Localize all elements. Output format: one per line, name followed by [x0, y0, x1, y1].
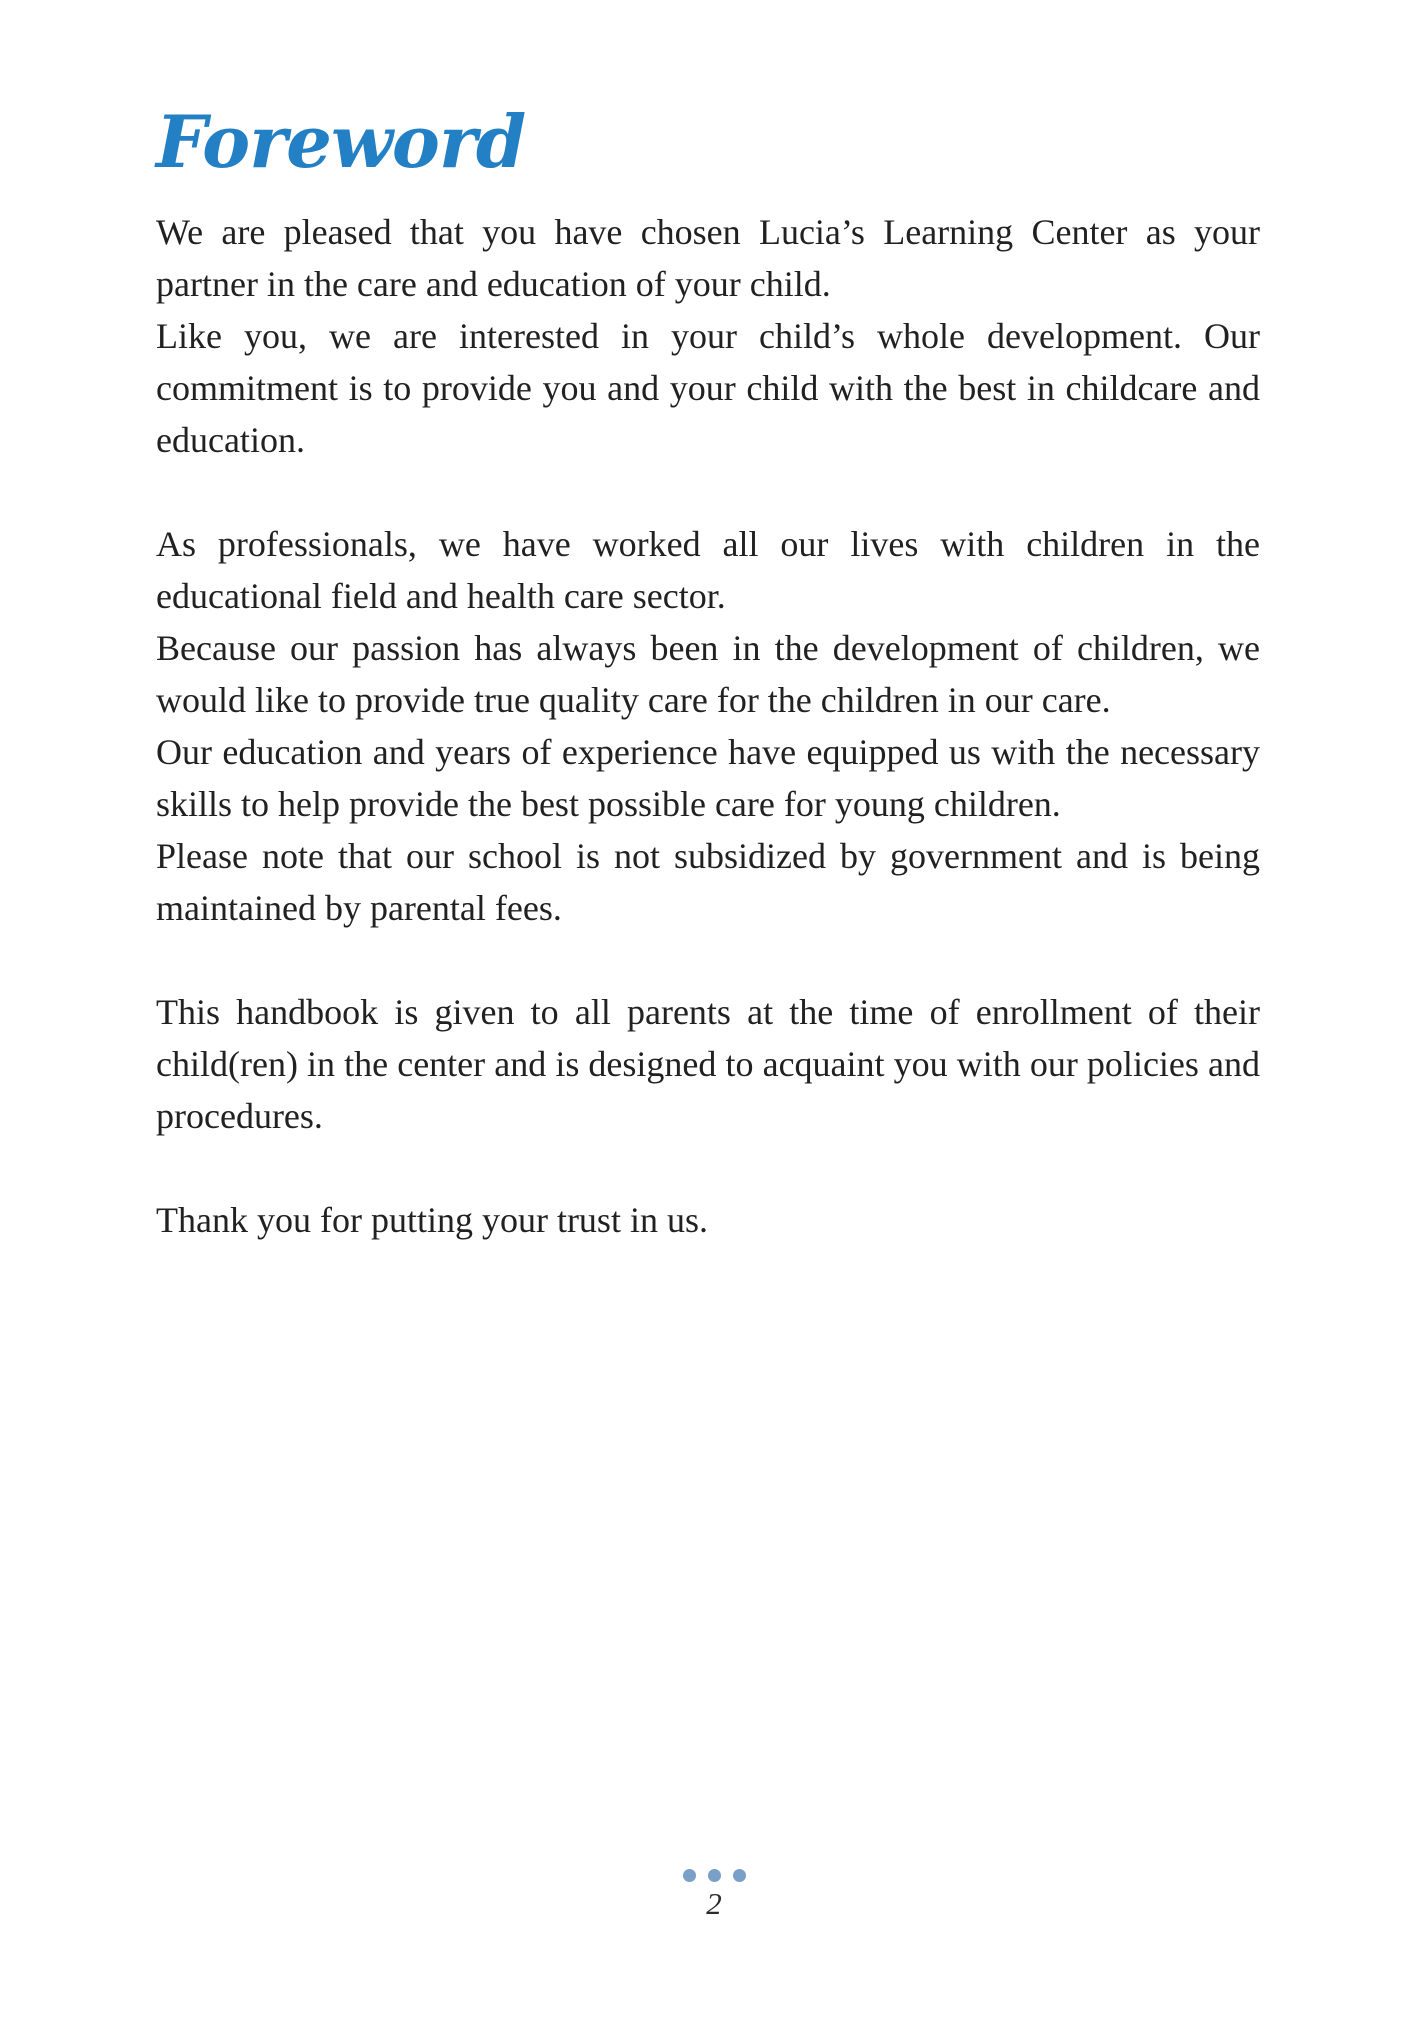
page-title: Foreword	[156, 99, 526, 184]
paragraph: This handbook is given to all parents at the time of enrollment of their child(ren) in the center and is designed to acquaint you with our policies and procedures.	[156, 991, 1260, 1136]
document-body	[156, 206, 1260, 1246]
page-ornament-dots	[0, 1868, 1428, 1882]
dot-icon	[708, 1869, 721, 1882]
page-footer	[0, 1868, 1428, 1922]
paragraph-group	[156, 1194, 1260, 1246]
paragraph: We are pleased that you have chosen Lucia’s Learning Center as your partner in the care and education of your child.	[156, 211, 1260, 304]
paragraph-group	[156, 986, 1260, 1142]
paragraph: Thank you for putting your trust in us.	[156, 1199, 708, 1240]
paragraph: Our education and years of experience have equipped us with the necessary skills to help provide the best possible care for young children.	[156, 731, 1260, 824]
page-number: 2	[706, 1886, 722, 1921]
paragraph: As professionals, we have worked all our lives with children in the educational field and health care sector.	[156, 523, 1260, 616]
paragraph: Please note that our school is not subsidized by government and is being maintained by parental fees.	[156, 835, 1260, 928]
paragraph-group	[156, 518, 1260, 934]
dot-icon	[683, 1869, 696, 1882]
paragraph-group	[156, 206, 1260, 466]
dot-icon	[733, 1869, 746, 1882]
paragraph: Like you, we are interested in your child’s whole development. Our commitment is to provide you and your child with the best in childcare and education.	[156, 315, 1260, 460]
paragraph: Because our passion has always been in the development of children, we would like to provide true quality care for the children in our care.	[156, 627, 1260, 720]
